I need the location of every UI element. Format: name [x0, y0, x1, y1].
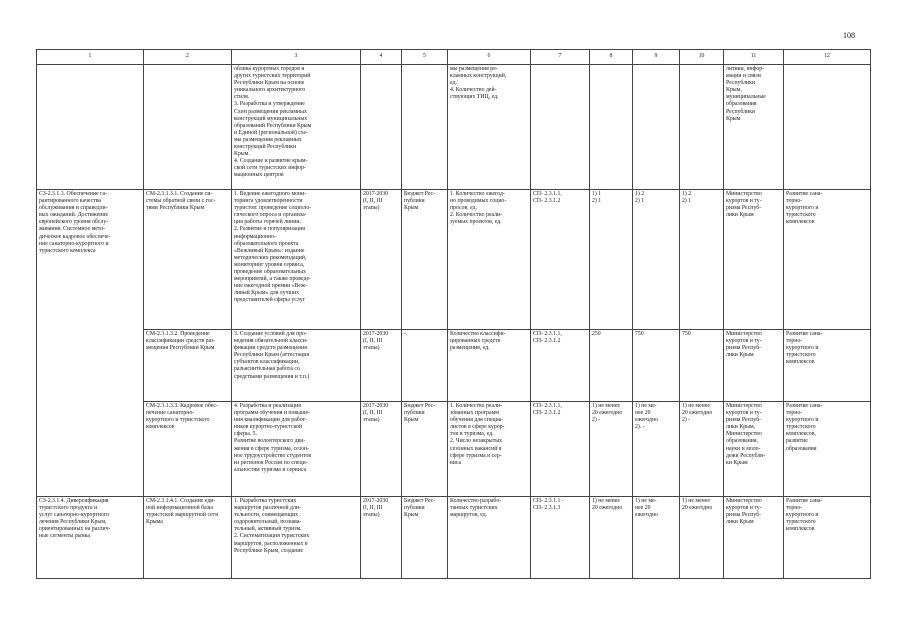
cell-target-1: 250 [590, 330, 633, 402]
cell-indicator: 1. Количество ежегод- но проводимых социо- просов, ед. 2. Количество реали- зуемых проектов, ед. [448, 190, 531, 330]
cell-period: 2017-2030 (I, II, III этапы) [361, 402, 402, 497]
cell-indicator: мы размещения ре- кламных конструкций, ед. 4. Количество дей- ствующих ТИЦ, ед. [448, 65, 531, 190]
table-row [37, 330, 871, 402]
cell-period: 2017-2030 (I, II, III этапы) [361, 330, 402, 402]
cell-target-1: 1) 1 2) 1 [590, 190, 633, 330]
header-cell: 8 [590, 50, 633, 65]
cell-target-1: 1) не менее 20 ежегодно 2) - [590, 402, 633, 497]
cell-indicator: 1. Количество реали- зованных программ обучения для специа- листов в сфере курор- тов и туризма, ед. 2. Число незакрытых сезонных вакансий в сфере туризма и сер- виса [448, 402, 531, 497]
cell-funding [402, 65, 448, 190]
cell-period [361, 65, 402, 190]
cell-activities: облика курортных городов и других туристских территорий Республики Крым на основе уникального архитектурного стиля. 3. Разработка и утверждение Схем размещения рекламных конструкций муниципальных образований Республики Крым и Единой (региональной) схе- мы размещения рекламных конструкций Республики Крым. 4. Создание и развитие крым- ской сети туристских инфор- мационных центров [232, 65, 361, 190]
cell-links: СП- 2.3.1.1, СП- 2.3.1.2 [531, 402, 590, 497]
cell-program: Развитие сана- торно- курортного и туристского комплексов [784, 497, 871, 579]
cell-target-1: 1) не менее 20 ежегодно [590, 497, 633, 579]
cell-responsible: Министерство курортов и ту- ризма Респуб- лики Крым, Министерство образования, науки и моло- дежи Республи- ки Крым [724, 402, 784, 497]
cell-measure [144, 65, 232, 190]
cell-target-2: 750 [633, 330, 680, 402]
cell-measure: СМ-2.3.1.4.1. Создание еди- ной информационной базы туристской маршрутной сети Крыма [144, 497, 232, 579]
table-row-continuation [37, 65, 871, 190]
header-cell: 4 [361, 50, 402, 65]
cell-indicator: Количество классифи- цированных средств размещения, ед. [448, 330, 531, 402]
header-cell: 7 [531, 50, 590, 65]
cell-responsible: Министерство курортов и ту- ризма Респуб- лики Крым [724, 190, 784, 330]
cell-target-2 [633, 65, 680, 190]
cell-measure: СМ-2.3.1.3.1. Создание си- стемы обратной связи с гос- тями Республики Крым [144, 190, 232, 330]
cell-funding: Бюджет Рес- публики Крым [402, 402, 448, 497]
cell-target-2: 1) не ме- нее 20 ежегодно 2). - [633, 402, 680, 497]
cell-funding: Бюджет Рес- публики Крым [402, 497, 448, 579]
page-number: 108 [843, 31, 855, 40]
cell-target-2: 1) не ме- нее 20 ежегодно [633, 497, 680, 579]
cell-program [784, 65, 871, 190]
cell-links: СП- 2.3.1.1, СП- 2.3.1.2 [531, 330, 590, 402]
cell-activities: 4. Разработка и реализация программ обучения и повыше- ния квалификации для работ- ников курортно-туристской сферы. 5. Развитие волонтерского дви- жения в сфере туризма, сезон- ное трудоустройство студентов из регионов России по специ- альностям туризма и сервиса [232, 402, 361, 497]
cell-responsible: литики, инфор- мации и связи Республики Крым, муниципальные образования Республики Крым [724, 65, 784, 190]
cell-activities: 3. Создание условий для про- ведения обязательной класси- фикации средств размещения Республики Крым (аттестация субъектов классификации, разъяснительная работа со средствами размещения и т.п.) [232, 330, 361, 402]
cell-goal: СЗ-2.3.1.4. Диверсификация туристского продукта и услуг санаторно-курортного лечения Республики Крым, ориентированных на различ- ные сегменты рынка [37, 497, 144, 579]
cell-goal: СЗ-2.3.1.3. Обеспечение га- рантированного качества обслуживания и справедли- вых ожиданий. Достижение европейского уровня обслу- живания. Системное мето- дическое кадровое обеспече- ние санаторно-курортного и туристского комплекса [37, 190, 144, 497]
cell-goal [37, 65, 144, 190]
cell-target-3: 750 [680, 330, 724, 402]
table-row [37, 190, 871, 330]
header-cell: 12 [784, 50, 871, 65]
measures-table [36, 49, 871, 579]
table-row [37, 497, 871, 579]
header-cell: 5 [402, 50, 448, 65]
cell-activities: 1. Разработка туристских маршрутов различной дли- тельности, совмещающих оздоровительный, познава- тельный, активный туризм. 2. Систематизация туристских маршрутов, расположенных в Республике Крым, создание [232, 497, 361, 579]
cell-period: 2017-2030 (I, II, III этапы) [361, 497, 402, 579]
header-cell: 1 [37, 50, 144, 65]
cell-target-3: 1) не менее 20 ежегодно [680, 497, 724, 579]
cell-program: Развитие сана- торно- курортного и туристского комплексов [784, 330, 871, 402]
cell-activities: 1. Ведение ежегодного мони- торинга удовлетворенности туристов: проведение социоло- гического опроса и организа- ция работы горячей линии. 2. Развитие и популяризация информационно- образовательного проекта «Вежливый Крым»: издание методических рекомендаций, мониторинг уровня сервиса, проведение образовательных мероприятий, а также проведе- ние ежегодной премии «Веж- ливый Крым» для лучших представителей сферы услуг [232, 190, 361, 330]
cell-target-1 [590, 65, 633, 190]
cell-responsible: Министерство курортов и ту- ризма Респуб- лики Крым [724, 330, 784, 402]
cell-period: 2017-2030 (I, II, III этапы) [361, 190, 402, 330]
cell-measure: СМ-2.3.1.3.3. Кадровое обес- печение санаторно- курортного и туристского комплексов [144, 402, 232, 497]
cell-program: Развитие сана- торно- курортного и туристского комплексов, развитие образования [784, 402, 871, 497]
header-cell: 10 [680, 50, 724, 65]
table-row [37, 402, 871, 497]
cell-target-3: 1) не менее 20 ежегодно 2) - [680, 402, 724, 497]
cell-target-3: 1) 2 2) 1 [680, 190, 724, 330]
header-cell: 3 [232, 50, 361, 65]
cell-links [531, 65, 590, 190]
cell-target-3 [680, 65, 724, 190]
cell-measure: СМ-2.3.1.3.2. Проведение классификации средств раз- мещения Республики Крым [144, 330, 232, 402]
cell-links: СП- 2.3.1.1, СП- 2.3.1.2 [531, 190, 590, 330]
cell-indicator: Количество разрабо- танных туристских маршрутов, ед. [448, 497, 531, 579]
cell-links: СП- 2.3.1.1 - СП- 2.3.1.3 [531, 497, 590, 579]
cell-program: Развитие сана- торно- курортного и туристского комплексов [784, 190, 871, 330]
header-cell: 2 [144, 50, 232, 65]
cell-target-2: 1) 2 2) 1 [633, 190, 680, 330]
header-cell: 9 [633, 50, 680, 65]
cell-funding: Бюджет Рес- публики Крым [402, 190, 448, 330]
cell-responsible: Министерство курортов и ту- ризма Респуб- лики Крым [724, 497, 784, 579]
header-row [37, 50, 871, 65]
header-cell: 6 [448, 50, 531, 65]
header-cell: 11 [724, 50, 784, 65]
cell-funding: - [402, 330, 448, 402]
